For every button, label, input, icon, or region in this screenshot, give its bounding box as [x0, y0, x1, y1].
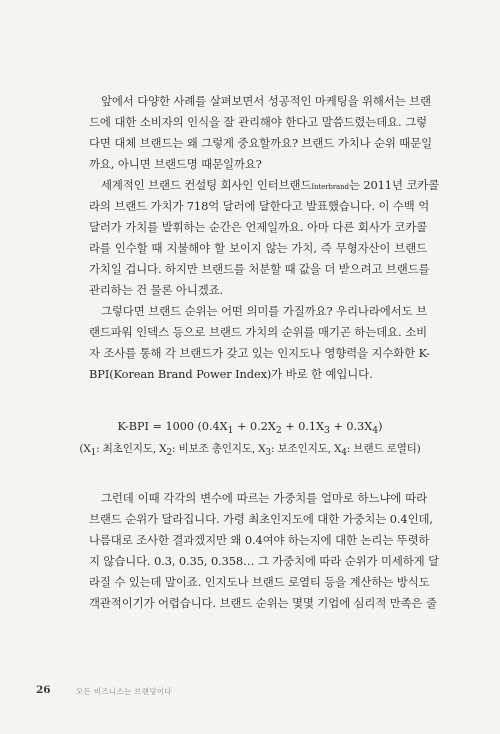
- text-line: 까요, 아니면 브랜드명 때문일까요?: [89, 157, 262, 171]
- legend-subscript: 4: [341, 448, 347, 459]
- formula-subscript: 1: [227, 425, 234, 437]
- legend-part: : 비보조 총인지도, X: [171, 443, 266, 455]
- legend-part: (X: [79, 443, 91, 455]
- text-line: 드에 대한 소비자의 인식을 잘 관리해야 한다고 말씀드렸는데요. 그렇: [89, 115, 427, 129]
- text-line: 라질 수 있는데 말이죠. 인지도나 브랜드 로열티 등을 계산하는 방식도: [89, 575, 430, 589]
- page-number: 26: [36, 684, 51, 696]
- text-line: [89, 178, 440, 194]
- formula-subscript: 2: [275, 425, 282, 437]
- legend-part: : 최초인지도, X: [96, 443, 167, 455]
- formula-legend: [0, 442, 500, 460]
- legend-subscript: 1: [90, 448, 97, 459]
- formula-part: + 0.2X: [233, 420, 276, 433]
- text-line: 라를 인수할 때 지불해야 할 보이지 않는 가치, 즉 무형자산이 브랜드: [89, 241, 427, 255]
- text-line: 달러가 가치를 발휘하는 순간은 언제일까요. 아마 다른 회사가 코카콜: [89, 220, 427, 234]
- legend-part: : 브랜드 로열티): [346, 443, 421, 455]
- text-line: 브랜드 순위가 달라집니다. 가령 최초인지도에 대한 가중치는 0.4인데,: [89, 512, 433, 526]
- formula-part: + 0.3X: [329, 420, 373, 433]
- text-line: 자 조사를 통해 각 브랜드가 갖고 있는 인지도나 영향력을 지수화한 K-: [89, 346, 430, 360]
- text-line: 랜드파워 인덱스 등으로 브랜드 가치의 순위를 매기곤 하는데요. 소비: [89, 325, 427, 339]
- text-segment: 세계적인 브랜드 컨설팅 회사인 인터브랜드: [101, 178, 312, 192]
- text-line: 객관적이기가 어렵습니다. 브랜드 순위는 몇몇 기업에 심리적 만족은 줄: [89, 596, 437, 610]
- text-line: 지 않습니다. 0.3, 0.35, 0.358… 그 가중치에 따라 순위가 미세하게 달: [89, 554, 440, 568]
- text-line: 앞에서 다양한 사례를 살펴보면서 성공적인 마케팅을 위해서는 브랜: [101, 94, 431, 108]
- legend-part: : 보조인지도, X: [270, 443, 342, 455]
- text-line: 나름대로 조사한 결과겠지만 왜 0.4여야 하는지에 대한 논리는 뚜렷하: [89, 533, 430, 547]
- legend-subscript: 2: [166, 448, 172, 459]
- text-line: 그런데 이때 각각의 변수에 따르는 가중치를 얼마로 하느냐에 따라: [101, 491, 427, 505]
- formula-part: ): [378, 420, 383, 433]
- text-line: 라의 브랜드 가치가 718억 달러에 달한다고 발표했습니다. 이 수백 억: [89, 199, 430, 213]
- formula-subscript: 3: [324, 425, 330, 437]
- text-line: 관리하는 건 물론 아니겠죠.: [89, 283, 224, 297]
- kbpi-formula: [0, 420, 500, 438]
- text-line: 다면 대체 브랜드는 왜 그렇게 중요할까요? 브랜드 가치나 순위 때문일: [89, 136, 432, 150]
- legend-subscript: 3: [265, 448, 271, 459]
- text-line: 그렇다면 브랜드 순위는 어떤 의미를 가질까요? 우리나라에서도 브: [101, 304, 427, 318]
- text-line: 가치일 겁니다. 하지만 브랜드를 처분할 때 값을 더 받으려고 브랜드를: [89, 262, 430, 276]
- text-segment: 는 2011년 코카콜: [348, 178, 440, 192]
- inline-english-term: Interbrand: [311, 183, 349, 191]
- formula-part: + 0.1X: [281, 420, 324, 433]
- running-footer-title: 모든 비즈니스는 브랜딩이다: [76, 687, 172, 696]
- formula-part: K-BPI = 1000 (0.4X: [117, 420, 228, 433]
- text-line: BPI(Korean Brand Power Index)가 바로 한 예입니다.: [89, 367, 373, 381]
- formula-subscript: 4: [372, 425, 379, 437]
